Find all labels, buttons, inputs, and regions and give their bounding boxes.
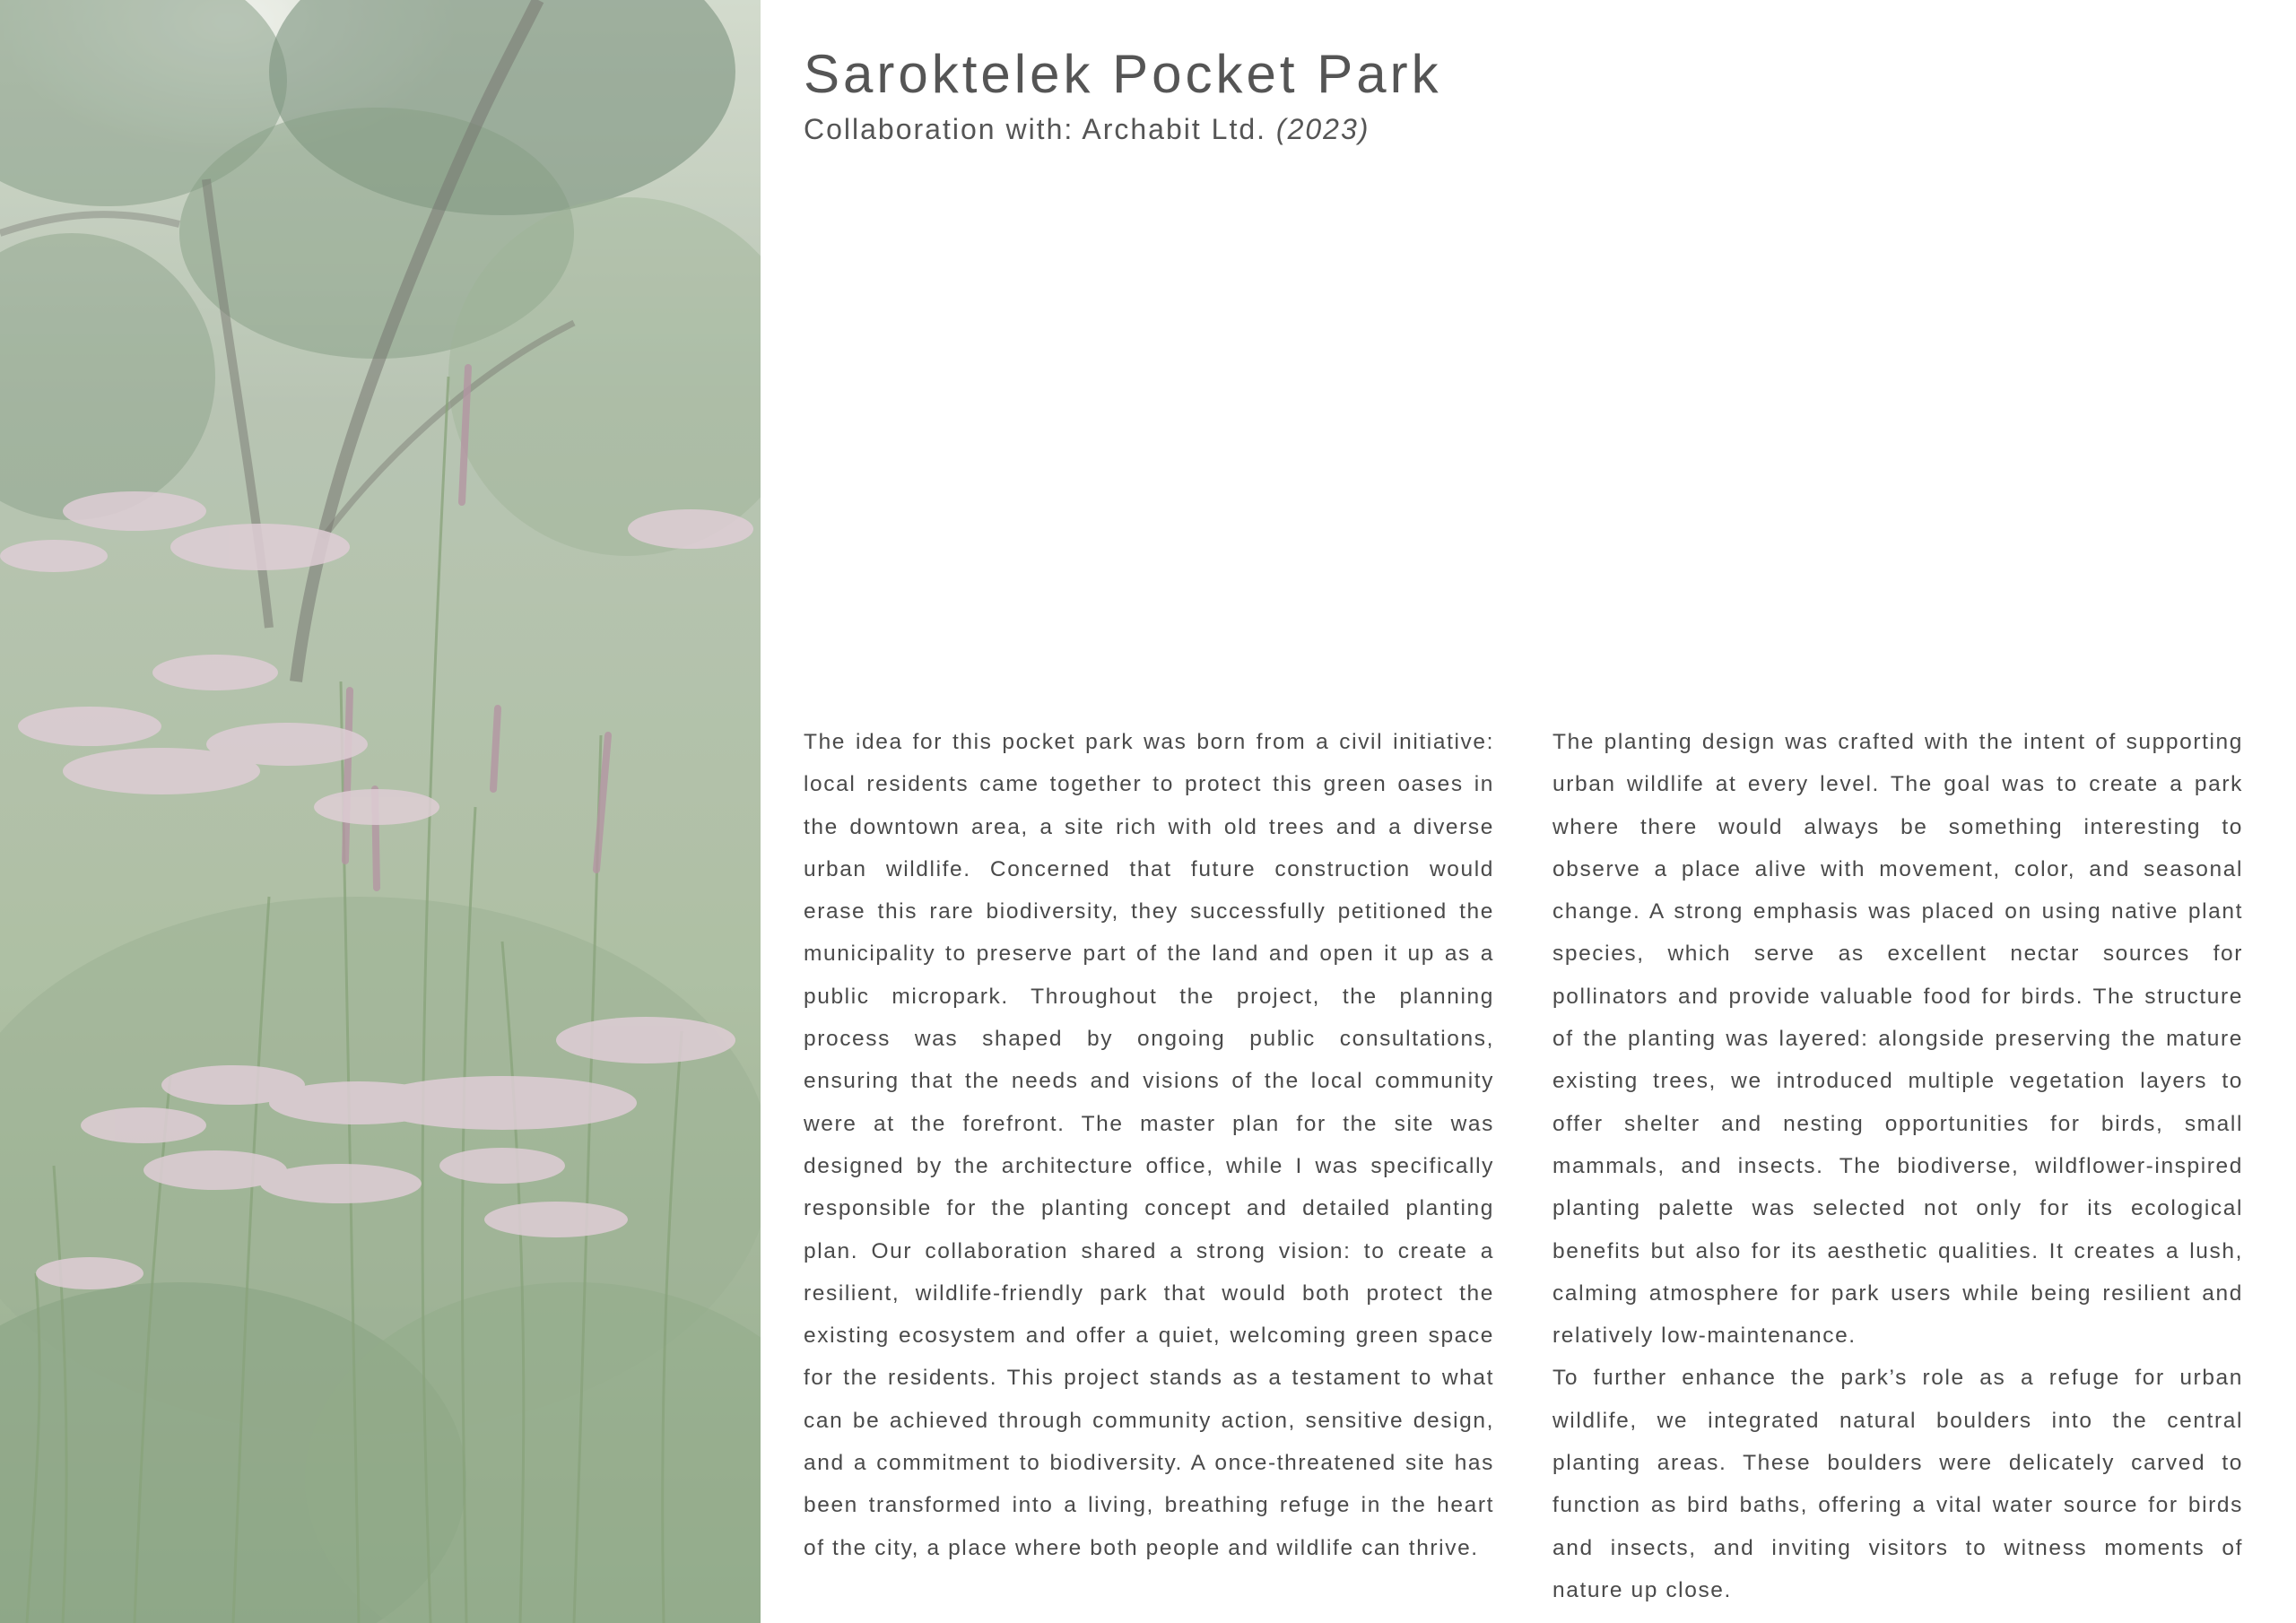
paragraph-boulders: To further enhance the park’s role as a refuge for urban wildlife, we integrated natural boulders into the central planting areas. These boulders were delicately carved to function as bird baths, offering a vital water source for birds and insects, and inviting visitors to witness moments of nature up close. — [1552, 1366, 2243, 1602]
page-title: Saroktelek Pocket Park — [804, 44, 1442, 104]
meadow-photo-illustration — [0, 0, 761, 1623]
page-subtitle — [804, 111, 2239, 147]
project-year: (2023) — [1275, 113, 1370, 145]
page-header — [804, 43, 2239, 147]
text-column-left — [804, 721, 1494, 1569]
text-column-right — [1552, 721, 2243, 1611]
paragraph-origin: The idea for this pocket park was born from a civil initiative: local residents came together to protect this green oases in the downtown area, a site rich with old trees and a diverse urban wildlife. Concerned that future construction would erase this rare biodiversity, they successfully petitioned the municipality to preserve part of the land and open it up as a public micropark. Throughout the project, the planning process was shaped by ongoing public consultations, ensuring that the needs and visions of the local community were at the forefront. The master plan for the site was designed by the architecture office, while I was specifically responsible for the planting concept and detailed planting plan. Our collaboration shared a strong vision: to create a resilient, wildlife-friendly park that would both protect the existing ecosystem and offer a quiet, welcoming green space for the residents. This project stands as a testament to what can be achieved through community action, sensitive design, and a commitment to biodiversity. A once-threatened site has been transformed into a living, breathing refuge in the heart of the city, a place where both people and wildlife can thrive. — [804, 730, 1494, 1560]
meadow-photo — [0, 0, 761, 1623]
collaboration-credit: Collaboration with: Archabit Ltd. — [804, 113, 1267, 145]
paragraph-planting-design: The planting design was crafted with the intent of supporting urban wildlife at every level. The goal was to create a park where there would always be something interesting to observe a place alive with movement, color, and seasonal change. A strong emphasis was placed on using native plant species, which serve as excellent nectar sources for pollinators and provide valuable food for birds. The structure of the planting was layered: alongside preserving the mature existing trees, we introduced multiple vegetation layers to offer shelter and nesting opportunities for birds, small mammals, and insects. The biodiverse, wildflower-inspired planting palette was selected not only for its ecological benefits but also for its aesthetic qualities. It creates a lush, calming atmosphere for park users while being resilient and relatively low-maintenance. — [1552, 730, 2243, 1349]
